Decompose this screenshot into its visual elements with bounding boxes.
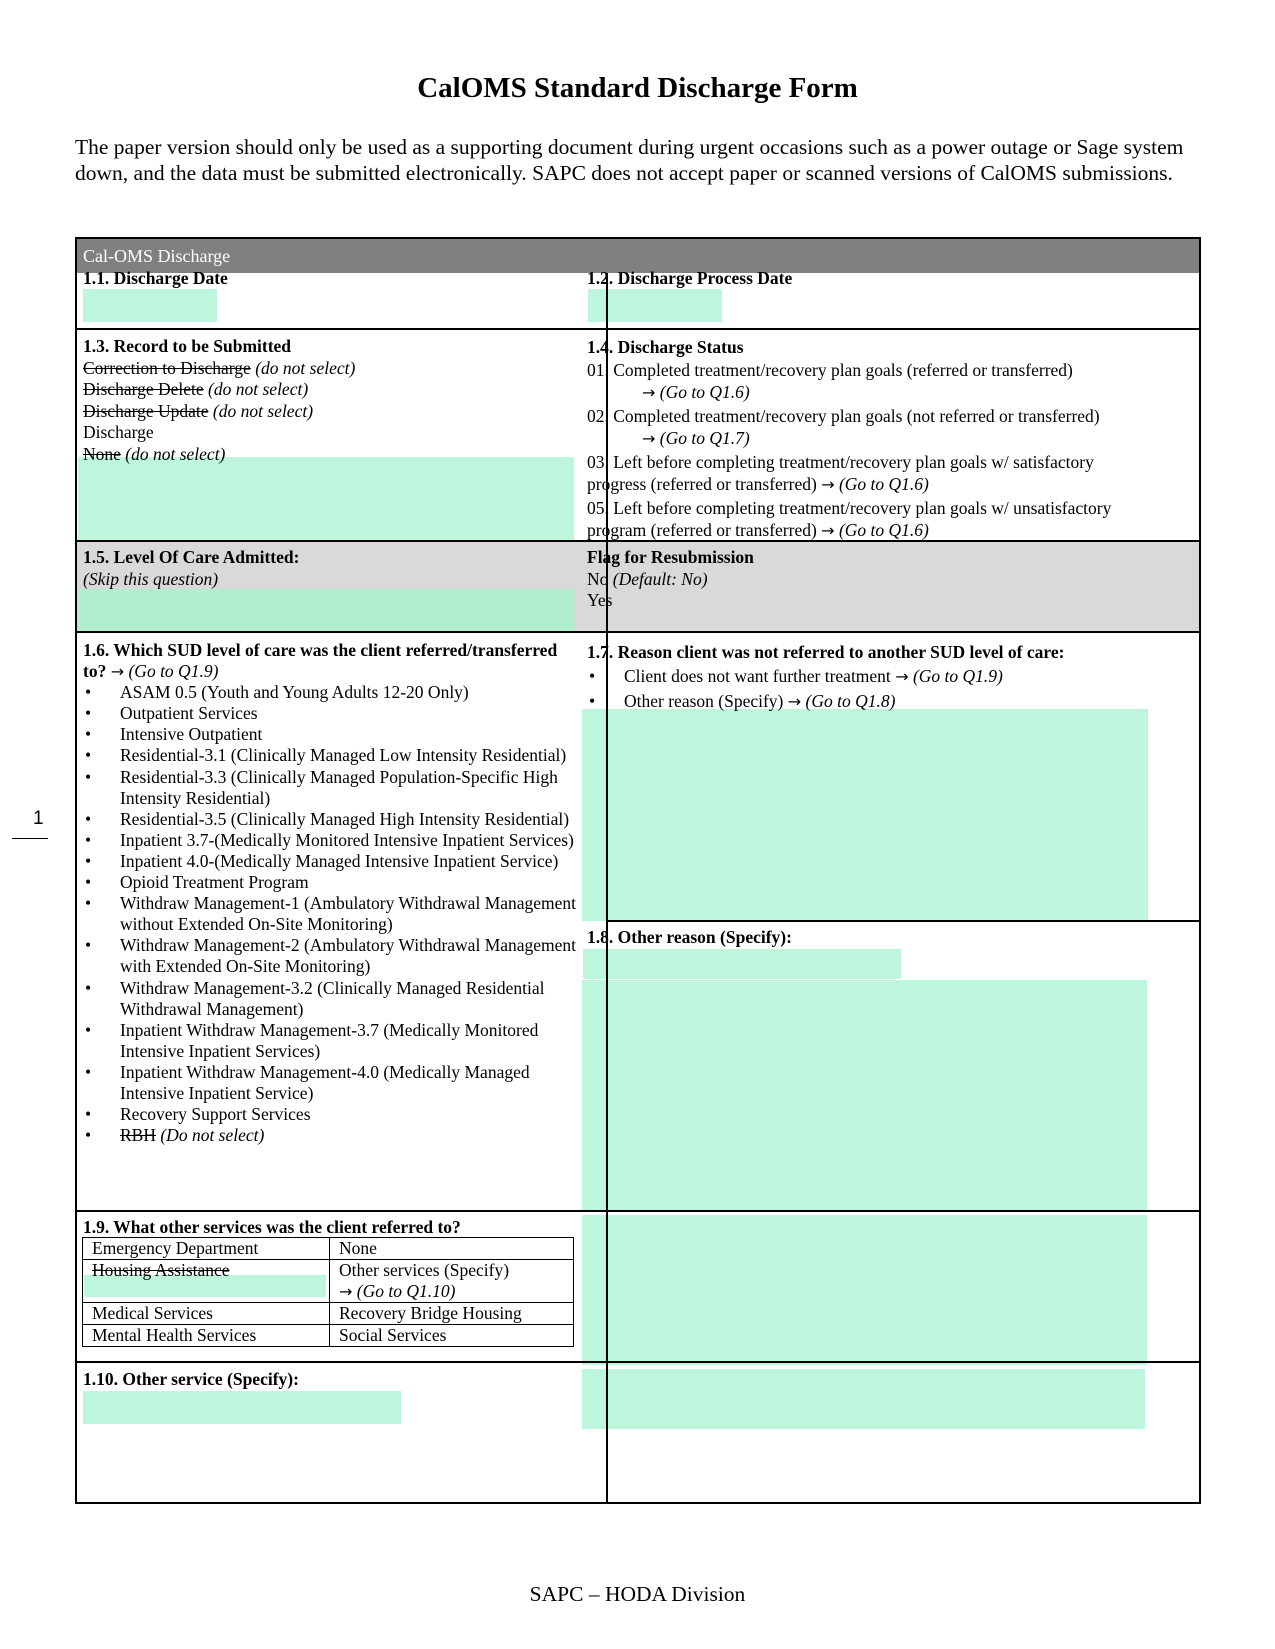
reason-not-referred-block — [587, 640, 1147, 714]
discharge-status-option[interactable]: 05. Left before completing treatment/recovery plan goals w/ unsatisfactory program (referred or transferred) → (Go to Q1.6) — [587, 497, 1112, 540]
service-option[interactable]: Housing Assistance — [83, 1260, 330, 1303]
reason-option[interactable]: • Other reason (Specify) → (Go to Q1.8) — [587, 689, 1147, 714]
resubmission-flag-block — [587, 547, 754, 612]
arrow-icon: → — [642, 429, 656, 448]
service-option[interactable]: Social Services — [330, 1325, 574, 1347]
record-to-submit-block — [83, 336, 573, 465]
reason-not-referred-label: 1.7. Reason client was not referred to another SUD level of care: — [587, 642, 1065, 662]
service-option[interactable]: Emergency Department — [83, 1238, 330, 1260]
other-service-field[interactable] — [83, 1391, 401, 1424]
level-of-care-option[interactable]: • Outpatient Services — [83, 703, 581, 724]
service-option[interactable]: None — [330, 1238, 574, 1260]
record-to-submit-label: 1.3. Record to be Submitted — [83, 336, 292, 356]
other-service-area[interactable] — [582, 1369, 1145, 1429]
discharge-status-option[interactable]: 03. Left before completing treatment/recovery plan goals w/ satisfactory progress (referred or transferred) → (Go to Q1.6) — [587, 451, 1094, 494]
arrow-icon: → — [821, 475, 835, 494]
level-of-care-option[interactable]: • Residential-3.1 (Clinically Managed Low Intensity Residential) — [83, 745, 581, 766]
other-reason-area[interactable] — [582, 980, 1147, 1210]
record-option[interactable]: Discharge — [83, 422, 154, 442]
other-service-label: 1.10. Other service (Specify): — [83, 1369, 299, 1389]
service-option[interactable]: Other services (Specify) → (Go to Q1.10) — [330, 1260, 574, 1303]
form-header: Cal-OMS Discharge — [77, 239, 1199, 273]
arrow-icon: → — [895, 667, 909, 686]
level-of-care-option[interactable]: • Residential-3.5 (Clinically Managed High Intensity Residential) — [83, 809, 581, 830]
level-of-care-option[interactable]: • Inpatient Withdraw Management-3.7 (Medically Monitored Intensive Inpatient Services) — [83, 1020, 581, 1062]
arrow-icon: → — [821, 521, 835, 540]
page-title: CalOMS Standard Discharge Form — [417, 72, 858, 104]
record-option[interactable]: None (do not select) — [83, 443, 226, 464]
intro-paragraph: The paper version should only be used as a supporting document during urgent occasions such as a power outage or Sage system down, and the data must be submitted electronically. SAPC does not accept paper or scanned versions of CalOMS submissions. — [75, 135, 1184, 185]
arrow-icon: → — [787, 692, 802, 711]
level-of-care-option[interactable]: • Withdraw Management-3.2 (Clinically Managed Residential Withdrawal Management) — [83, 978, 581, 1020]
level-of-care-option[interactable]: • Opioid Treatment Program — [83, 872, 581, 893]
discharge-status-block: 1.4. Discharge Status 01. Completed treatment/recovery plan goals (referred or transferred) → (Go to Q1.6) 02. Completed treatment/recovery plan goals (not referred or transferred) → (Go to Q1.7) 03. Left before completing treatment/recovery plan goals w/ satisfactory progress (referred or transferred) → (Go to Q1.6) 05. Left before completing treatment/recovery plan goals w/ unsatisfactory program (referred or transferred) → (Go to Q1.6) — [587, 336, 1147, 543]
level-of-care-option[interactable]: • Inpatient 3.7-(Medically Monitored Intensive Inpatient Services) — [83, 830, 581, 851]
arrow-icon: → — [339, 1282, 353, 1301]
discharge-form — [75, 237, 1201, 1504]
page-number: 1 — [33, 808, 44, 829]
discharge-status-label: 1.4. Discharge Status — [587, 337, 744, 357]
level-of-care-option[interactable]: • Residential-3.3 (Clinically Managed Population-Specific High Intensity Residential) — [83, 767, 581, 809]
other-services-area[interactable] — [582, 1215, 1147, 1365]
discharge-date-label: 1.1. Discharge Date — [83, 268, 228, 288]
level-of-care-option[interactable]: • RBH (Do not select) — [83, 1125, 581, 1146]
page-number-rule — [12, 838, 48, 839]
referred-level-of-care-block — [83, 640, 581, 1146]
record-option[interactable]: Discharge Delete (do not select) — [83, 379, 309, 399]
resubmission-flag-label: Flag for Resubmission — [587, 547, 754, 567]
level-of-care-admitted-label: 1.5. Level Of Care Admitted: — [83, 547, 300, 567]
record-option[interactable]: Discharge Update (do not select) — [83, 400, 314, 421]
level-of-care-option[interactable]: • Intensive Outpatient — [83, 724, 581, 745]
skip-note: (Skip this question) — [83, 568, 219, 589]
service-option[interactable]: Recovery Bridge Housing — [330, 1303, 574, 1325]
discharge-date-field[interactable] — [83, 289, 217, 322]
level-of-care-option[interactable]: • Withdraw Management-1 (Ambulatory Withdrawal Management without Extended On-Site Monitoring) — [83, 893, 581, 935]
flag-option-yes[interactable]: Yes — [587, 590, 613, 610]
level-of-care-option[interactable]: • Recovery Support Services — [83, 1104, 581, 1125]
service-option[interactable]: Medical Services — [83, 1303, 330, 1325]
other-services-label: 1.9. What other services was the client referred to? — [83, 1217, 461, 1237]
level-of-care-admitted-block — [83, 547, 299, 590]
reason-option[interactable]: • Client does not want further treatment → (Go to Q1.9) — [587, 664, 1147, 689]
arrow-icon: → — [110, 662, 125, 682]
service-option[interactable]: Mental Health Services — [83, 1325, 330, 1347]
level-of-care-admitted-field[interactable] — [78, 589, 574, 631]
level-of-care-option[interactable]: • Inpatient 4.0-(Medically Managed Intensive Inpatient Service) — [83, 851, 581, 872]
level-of-care-option[interactable]: • Inpatient Withdraw Management-4.0 (Medically Managed Intensive Inpatient Service) — [83, 1062, 581, 1104]
reason-not-referred-select[interactable] — [582, 709, 1148, 921]
arrow-icon: → — [642, 383, 656, 402]
level-of-care-option[interactable]: • ASAM 0.5 (Youth and Young Adults 12-20 Only) — [83, 682, 581, 703]
discharge-status-option[interactable]: 01. Completed treatment/recovery plan goals (referred or transferred) — [587, 359, 1073, 380]
record-option[interactable]: Correction to Discharge (do not select) — [83, 357, 356, 378]
level-of-care-option[interactable]: • Withdraw Management-2 (Ambulatory Withdrawal Management with Extended On-Site Monitoring) — [83, 935, 581, 977]
flag-option-no[interactable]: No (Default: No) — [587, 568, 708, 589]
level-of-care-list — [83, 682, 581, 1125]
discharge-status-option[interactable]: 02. Completed treatment/recovery plan goals (not referred or transferred) — [587, 405, 1100, 426]
record-to-submit-select[interactable] — [78, 457, 574, 541]
page-footer: SAPC – HODA Division — [529, 1582, 746, 1606]
discharge-process-date-field[interactable] — [588, 289, 722, 322]
other-reason-field[interactable] — [583, 949, 901, 979]
other-services-table — [82, 1237, 574, 1347]
other-reason-label: 1.8. Other reason (Specify): — [587, 927, 792, 947]
discharge-process-date-label: 1.2. Discharge Process Date — [587, 268, 793, 288]
referred-level-of-care-label: 1.6. Which SUD level of care was the client referred/transferred to? → (Go to Q1.9) — [83, 640, 558, 682]
